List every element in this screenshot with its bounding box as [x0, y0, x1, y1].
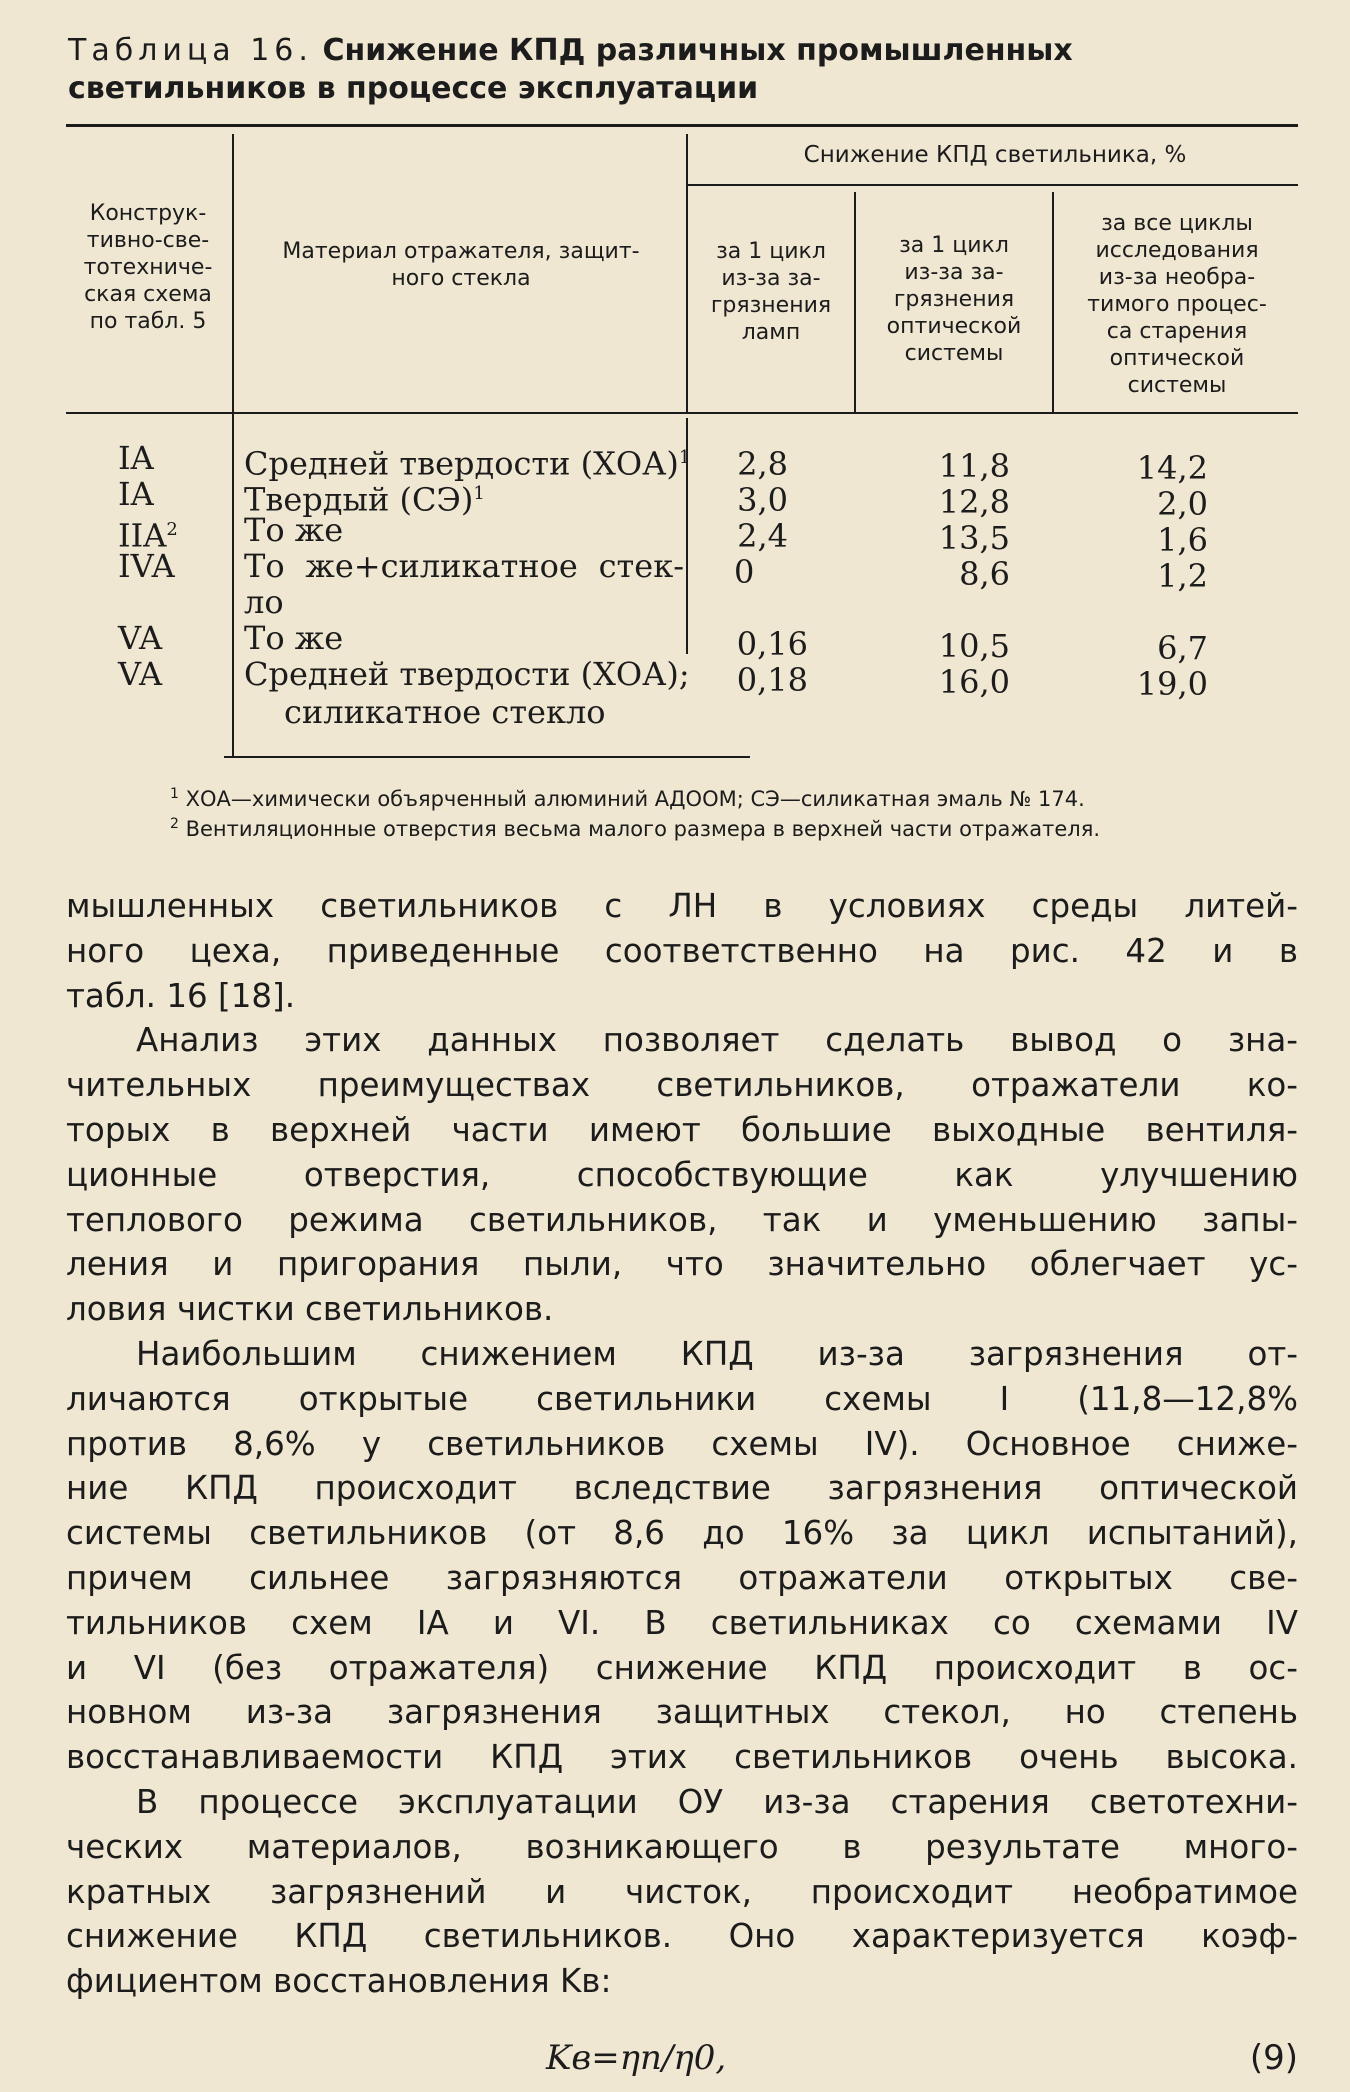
column-divider — [686, 134, 688, 412]
data-table — [66, 120, 1298, 740]
group-header-rule — [688, 184, 1298, 186]
caption-title: Снижение КПД различных промышленных светильников в процессе эксплуатации — [68, 33, 1073, 106]
cell-material-cont: силикатное стекло — [284, 693, 606, 731]
material-text: Твердый (СЭ) — [244, 480, 474, 519]
text-line: табл. 16 [18]. — [66, 976, 296, 1015]
text-line: Анализ этих данных позволяет сделать вывод о зна- — [136, 1021, 1298, 1060]
equation-number: (9) — [1249, 2038, 1298, 2078]
header-group: Снижение КПД светильника, % — [803, 142, 1187, 168]
material-text: Средней твердости (ХОА) — [244, 444, 679, 483]
cell-schema: IA — [118, 475, 154, 513]
cell-material: Средней твердости (ХОА); — [244, 655, 690, 693]
cell-material-cont: ло — [244, 583, 284, 621]
cell-lamps: 0,16 — [736, 625, 808, 663]
footnote-text: ХОА—химически объярченный алюминий АДООМ; СЭ—силикатная эмаль № 174. — [185, 787, 1085, 811]
column-divider — [854, 192, 856, 412]
cell-schema: VA — [118, 655, 163, 693]
cell-material: То же+силикатное стек- — [244, 547, 684, 585]
header-material: Материал отражателя, защит- ного стекла — [282, 239, 640, 291]
text-line: ления и пригорания пыли, что значительно облегчает ус- — [66, 1245, 1298, 1284]
table-caption — [68, 32, 1308, 108]
text-line: тильников схем IA и VI. В светильниках со схемами IV — [66, 1603, 1298, 1642]
cell-lamps: 2,8 — [737, 445, 788, 483]
header-optics: за 1 цикл из-за за- грязнения оптической системы — [886, 233, 1022, 366]
table-top-rule — [66, 124, 1298, 127]
cell-optics: 11,8 — [938, 447, 1010, 485]
cell-schema: IVA — [118, 547, 175, 585]
footnote — [170, 780, 1085, 813]
text-line: ционные отверстия, способствующие как улучшению — [66, 1155, 1298, 1194]
footnote-ref: 1 — [678, 447, 691, 468]
cell-aging: 19,0 — [1136, 665, 1208, 703]
text-line: и VI (без отражателя) снижение КПД происходит в ос- — [66, 1648, 1298, 1687]
text-line: чительных преимуществах светильников, отражатели ко- — [66, 1066, 1298, 1105]
column-divider — [232, 134, 234, 758]
footnote-mark: 1 — [170, 786, 179, 802]
text-line: ного цеха, приведенные соответственно на рис. 42 и в — [66, 931, 1298, 970]
header-lamps: за 1 цикл из-за за- грязнения ламп — [710, 239, 832, 345]
text-line: новном из-за загрязнения защитных стекол, но степень — [66, 1693, 1298, 1732]
schema-text: IIA — [118, 516, 167, 555]
cell-material: То же — [244, 619, 344, 657]
cell-optics: 13,5 — [938, 519, 1010, 557]
header-bottom-rule — [66, 412, 1298, 414]
body-text — [66, 884, 1298, 2004]
table-bottom-rule — [224, 756, 750, 758]
text-line: ловия чистки светильников. — [66, 1290, 554, 1329]
footnote-text: Вентиляционные отверстия весьма малого размера в верхней части отражателя. — [185, 817, 1101, 841]
text-line: личаются открытые светильники схемы I (11,8—12,8% — [66, 1379, 1298, 1418]
column-divider — [1052, 192, 1054, 412]
cell-schema: IA — [118, 439, 154, 477]
text-line: мышленных светильников с ЛН в условиях среды литей- — [66, 887, 1298, 925]
header-aging: за все циклы исследования из-за необра- тимого процес- са старения оптической системы — [1087, 211, 1267, 398]
text-line: теплового режима светильников, так и уменьшению запы- — [66, 1200, 1298, 1239]
cell-optics: 8,6 — [959, 555, 1010, 593]
cell-lamps: 0,18 — [736, 661, 808, 699]
cell-lamps: 0 — [734, 553, 755, 591]
cell-optics: 10,5 — [938, 627, 1010, 665]
text-line: торых в верхней части имеют большие выходные вентиля- — [66, 1110, 1298, 1149]
text-line: В процессе эксплуатации ОУ из-за старения светотехни- — [136, 1782, 1298, 1821]
text-line: снижение КПД светильников. Оно характеризуется коэф- — [66, 1917, 1298, 1956]
text-line: против 8,6% у светильников схемы IV). Основное сниже- — [66, 1424, 1298, 1463]
text-line: Наибольшим снижением КПД из-за загрязнения от- — [136, 1334, 1298, 1373]
footnote — [170, 810, 1100, 843]
footnote-ref: 1 — [473, 483, 485, 504]
cell-aging: 1,6 — [1157, 521, 1208, 559]
text-line: восстанавливаемости КПД этих светильников очень высока. — [66, 1738, 1298, 1777]
formula: Kв=ηп/η0, — [546, 2038, 727, 2078]
cell-optics: 12,8 — [938, 483, 1010, 521]
cell-aging: 14,2 — [1136, 449, 1208, 487]
text-line: системы светильников (от 8,6 до 16% за цикл испытаний), — [66, 1514, 1298, 1553]
cell-aging: 1,2 — [1157, 557, 1208, 595]
text-line: кратных загрязнений и чисток, происходит необратимое — [66, 1872, 1298, 1911]
cell-material: То же — [244, 511, 344, 549]
footnote-ref: 2 — [166, 519, 178, 540]
footnote-mark: 2 — [170, 816, 179, 832]
cell-aging: 2,0 — [1157, 485, 1208, 523]
cell-lamps: 3,0 — [737, 481, 788, 519]
text-line: причем сильнее загрязняются отражатели открытых све- — [66, 1558, 1298, 1597]
cell-optics: 16,0 — [938, 663, 1010, 701]
cell-lamps: 2,4 — [737, 517, 788, 555]
header-schema: Конструк- тивно-све- тотехниче- ская схема по табл. 5 — [83, 201, 213, 334]
text-line: ние КПД происходит вследствие загрязнения оптической — [66, 1469, 1298, 1508]
text-line: ческих материалов, возникающего в результате много- — [66, 1827, 1298, 1866]
caption-label: Таблица 16. — [68, 33, 313, 68]
text-line: фициентом восстановления Kв: — [66, 1962, 612, 2001]
cell-aging: 6,7 — [1157, 629, 1208, 667]
cell-schema: VA — [118, 619, 163, 657]
